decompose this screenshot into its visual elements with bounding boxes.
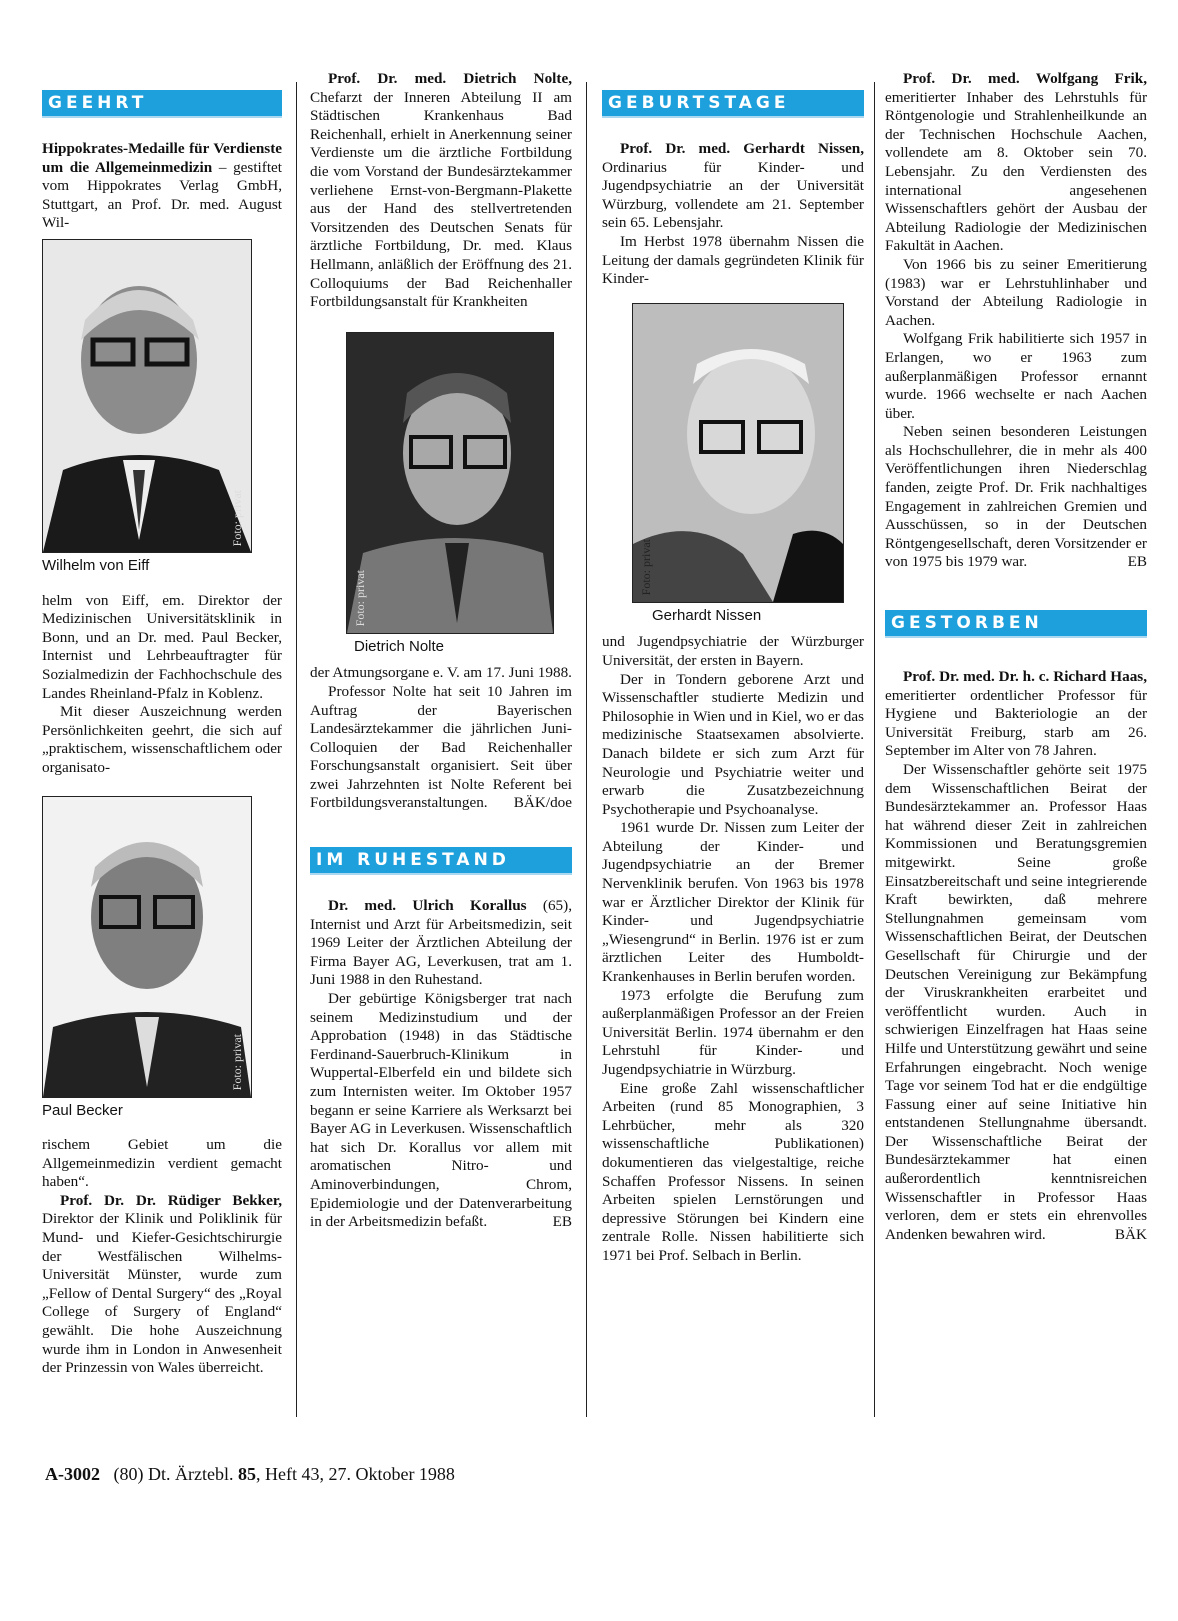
author-signature: BÄK <box>1114 1225 1147 1243</box>
portrait-photo <box>42 796 252 1098</box>
column-1 <box>42 70 282 1378</box>
body-paragraph <box>885 668 1147 761</box>
body-text: Neben seinen besonderen Leistungen als Hochschullehrer, die in mehr als 400 Veröffentlichungen ihren Niederschlag fanden, zeigte Prof. Dr. Frik nachhaltiges Engagement in zahlreichen Gremien und Ausschüssen, so in der Deutschen Röntgengesellschaft, deren Vorsitzender er von 1975 bis 1979 war. <box>885 423 1147 571</box>
body-text: Chefarzt der Inneren Abteilung II am Städtischen Krankenhaus Bad Reichenhall, erhielt in Anerkennung seiner Verdienste um die ärztliche Fortbildung die vom Vorstand der Bundesärztekammer verliehene Ernst-von-Bergmann-Plakette aus der Hand des stellvertretenden Vorsitzenden des Deutschen Senats für ärztliche Fortbildung, Dr. med. Klaus Hellmann, anläßlich der Eröffnung des 21. Colloquiums der Bad Reichenhaller Fortbildungsanstalt für Krankheiten <box>310 88 572 311</box>
column-rule <box>586 82 587 1417</box>
headline: Prof. Dr. med. Gerhardt Nissen, <box>620 140 864 157</box>
section-banner-gestorben: GESTORBEN <box>885 610 1147 638</box>
photo-credit: Foto: privat <box>230 1034 245 1091</box>
body-text: emeritierter Inhaber des Lehrstuhls für Röntgenologie und Strahlenheilkunde an der Technischen Hochschule Aachen, vollendete am 8. Oktober sein 70. Lebensjahr. Zu den Verdiensten des international angesehenen Wissenschaftlers gehört der Ausbau der Abteilung Radiologie der Medizinischen Fakultät in Aachen. <box>885 88 1147 255</box>
headline: Prof. Dr. med. Dr. h. c. Richard Haas, <box>903 668 1147 686</box>
column-3 <box>602 70 864 1266</box>
body-paragraph: Mit dieser Auszeichnung werden Persönlichkeiten geehrt, die sich auf „praktischem, wissenschaftlichem oder organisato- <box>42 703 282 776</box>
body-paragraph <box>885 423 1147 572</box>
body-paragraph: Eine große Zahl wissenschaftlicher Arbeiten (rund 85 Monographien, 3 Lehrbücher, mehr als 320 wissenschaftliche Publikationen) dokumentieren das vielgestaltige, reiche Schaffen Professor Nissens. In seinen Arbeiten spielen Lernstörungen und depressive Störungen bei Kindern eine zentrale Rolle. Nissen habilitierte sich 1971 bei Prof. Selbach in Berlin. <box>602 1079 864 1264</box>
body-text: Direktor der Klinik und Poliklinik für Mund- und Kiefer-Gesichtschirurgie der Westfälischen Wilhelms-Universität Münster, wurde zum „Fellow of Dental Surgery“ des „Royal College of Surgery of England“ gewählt. Die hohe Auszeichnung wurde ihm in London in Anwesenheit der Prinzessin von Wales überreicht. <box>42 1210 282 1377</box>
headline: Prof. Dr. med. Dietrich Nolte, <box>328 70 572 87</box>
body-paragraph: und Jugendpsychiatrie der Würzburger Universität, der ersten in Bayern. <box>602 633 864 669</box>
headline: Prof. Dr. Dr. Rüdiger Bekker, <box>60 1191 282 1209</box>
photo-credit: Foto: privat <box>230 489 245 546</box>
column-rule <box>296 82 297 1417</box>
column-2 <box>310 70 572 1232</box>
column-4 <box>885 70 1147 1244</box>
photo-caption: Paul Becker <box>42 1101 123 1119</box>
section-banner-ruhestand: IM RUHESTAND <box>310 847 572 875</box>
photo-credit: Foto: privat <box>353 570 367 627</box>
headline: Prof. Dr. med. Wolfgang Frik, <box>903 70 1147 87</box>
body-paragraph <box>42 1192 282 1378</box>
portrait-photo <box>632 303 844 603</box>
portrait-image <box>633 304 843 602</box>
body-paragraph <box>310 990 572 1232</box>
body-paragraph <box>310 897 572 990</box>
body-paragraph: 1973 erfolgte die Berufung zum außerplanmäßigen Professor an der Freien Universität Berlin. 1974 übernahm er den Lehrstuhl für Kinder- und Jugendpsychiatrie in Würzburg. <box>602 986 864 1078</box>
body-text: Ordinarius für Kinder- und Jugendpsychiatrie an der Universität Würzburg, vollendete am 21. September sein 65. Lebensjahr. <box>602 158 864 232</box>
section-banner-geburtstage: GEBURTSTAGE <box>602 90 864 118</box>
body-paragraph <box>310 683 572 813</box>
body-paragraph <box>310 70 572 312</box>
page-footer <box>45 1464 455 1485</box>
body-paragraph: rischem Gebiet um die Allgemeinmedizin verdient gemacht haben“. <box>42 1136 282 1191</box>
body-paragraph <box>885 761 1147 1244</box>
body-text: Professor Nolte hat seit 10 Jahren im Auftrag der Bayerischen Landesärztekammer die jährlichen Juni-Colloquien der Bad Reichenhaller Forschungsanstalt organisiert. Seit über zwei Jahrzehnten ist Nolte Referent bei Fortbildungsveranstaltungen. <box>310 682 572 812</box>
headline: Dr. med. Ulrich Korallus <box>328 897 527 915</box>
author-signature: EB <box>1127 553 1147 571</box>
body-paragraph: helm von Eiff, em. Direktor der Medizinischen Universitätsklinik in Bonn, und an Dr. med. Paul Becker, Internist und Lehrbeauftragter für Sozialmedizin der Fachhochschule des Landes Rheinland-Pfalz in Koblenz. <box>42 591 282 702</box>
issue-date: , Heft 43, 27. Oktober 1988 <box>255 1464 455 1484</box>
body-paragraph <box>602 140 864 233</box>
portrait-photo <box>346 332 554 634</box>
body-paragraph: der Atmungsorgane e. V. am 17. Juni 1988. <box>310 664 572 682</box>
body-text: Der Wissenschaftler gehörte seit 1975 dem Wissenschaftlichen Beirat der Bundesärztekammer an. Professor Haas hat während dieser Zeit in zahlreichen Kommissionen und Beratungsgremien mitgewirkt. Seine große Einsatzbereitschaft und seine integrierende Kraft bewirkten, daß mehrere Stellungnahmen gemeinsam vom Wissenschaftlichen Beirat, der Deutschen Gesellschaft für Chirurgie und der Deutschen Vereinigung zur Bekämpfung der Viruskrankheiten erarbeitet und veröffentlicht wurden. Auch in schwierigen Einzelfragen hat Haas seine Hilfe und Unterstützung gewährt und seine Erfahrungen eingebracht. Noch wenige Tage vor seinem Tod hat er die endgültige Fassung einer auf seine Initiative hin entstandenen Stellungnahme übersandt. Der Wissenschaftliche Beirat der Bundesärztekammer hat einen außerordentlich kenntnisreichen Wissenschaftler in Professor Haas verloren, dem er stets ein ehrenvolles Andenken bewahren wird. <box>885 761 1147 1243</box>
author-signature: BÄK/doe <box>513 794 572 812</box>
body-text: – gestiftet vom Hippokrates Verlag GmbH, Stuttgart, an Prof. Dr. med. August Wil- <box>42 158 283 232</box>
photo-credit: Foto: privat <box>639 539 653 596</box>
journal-volume: 85 <box>237 1464 256 1484</box>
portrait-image <box>43 797 251 1097</box>
body-paragraph: Wolfgang Frik habilitierte sich 1957 in Erlangen, wo er 1963 zum außerplanmäßigen Professor ernannt wurde. 1966 wechselte er nach Aachen über. <box>885 330 1147 422</box>
portrait-image <box>347 333 553 633</box>
photo-caption: Wilhelm von Eiff <box>42 556 150 574</box>
body-text: (65), Internist und Arzt für Arbeitsmedizin, seit 1969 Leiter der Ärztlichen Abteilung der Firma Bayer AG, Leverkusen, trat am 1. Juni 1988 in den Ruhestand. <box>310 897 572 989</box>
portrait-photo <box>42 239 252 553</box>
column-rule <box>874 82 875 1417</box>
body-paragraph: Von 1966 bis zu seiner Emeritierung (1983) war er Lehrstuhlinhaber und Vorstand der Abteilung Radiologie in Aachen. <box>885 255 1147 329</box>
page-number: A-3002 <box>45 1464 100 1484</box>
body-paragraph: Der in Tondern geborene Arzt und Wissenschaftler studierte Medizin und Philosophie in Wien und in Kiel, wo er das medizinische Staatsexamen absolvierte. Danach bildete er sich zum Arzt für Neurologie und Psychiatrie weiter und erwarb die Zusatzbezeichnung Psychotherapie und Psychoanalyse. <box>602 670 864 818</box>
body-paragraph: Im Herbst 1978 übernahm Nissen die Leitung der damals gegründeten Klinik für Kinder- <box>602 232 864 288</box>
body-paragraph <box>885 70 1147 256</box>
photo-caption: Dietrich Nolte <box>354 637 445 655</box>
portrait-image <box>43 240 251 552</box>
author-signature: EB <box>552 1213 572 1231</box>
body-text: Der gebürtige Königsberger trat nach seinem Medizinstudium und der Approbation (1948) in das Städtische Ferdinand-Sauerbruch-Klinikum in Wuppertal-Elberfeld ein und bildete sich zum Internisten weiter. Im Oktober 1957 begann er seine Karriere als Werksarzt bei Bayer AG in Leverkusen. Wissenschaftlich hat sich Dr. Korallus vor allem mit aromatischen Nitro- und Aminoverbindungen, Chrom, Epidemiologie und der Datenverarbeitung in der Arbeitsmedizin befaßt. <box>310 990 572 1231</box>
article-intro <box>42 140 282 233</box>
headline: Hippokrates-Medaille für Verdienste um die Allgemeinmedizin <box>42 140 282 176</box>
section-banner-geehrt: GEEHRT <box>42 90 282 118</box>
photo-caption: Gerhardt Nissen <box>652 606 762 624</box>
journal-name: (80) Dt. Ärztebl. <box>113 1464 234 1484</box>
body-paragraph: 1961 wurde Dr. Nissen zum Leiter der Abteilung der Kinder- und Jugendpsychiatrie an der Bremer Nervenklinik berufen. Von 1963 bis 1978 war er Ärztlicher Direktor der Klinik für Kinder- und Jugendpsychiatrie „Wiesengrund“ in Berlin. 1976 ist er zum ärztlichen Leiter des Humboldt-Krankenhauses in Berlin berufen worden. <box>602 819 864 986</box>
body-text: emeritierter ordentlicher Professor für Hygiene und Bakteriologie an der Universität Freiburg, starb am 26. September im Alter von 78 Jahren. <box>885 686 1147 760</box>
